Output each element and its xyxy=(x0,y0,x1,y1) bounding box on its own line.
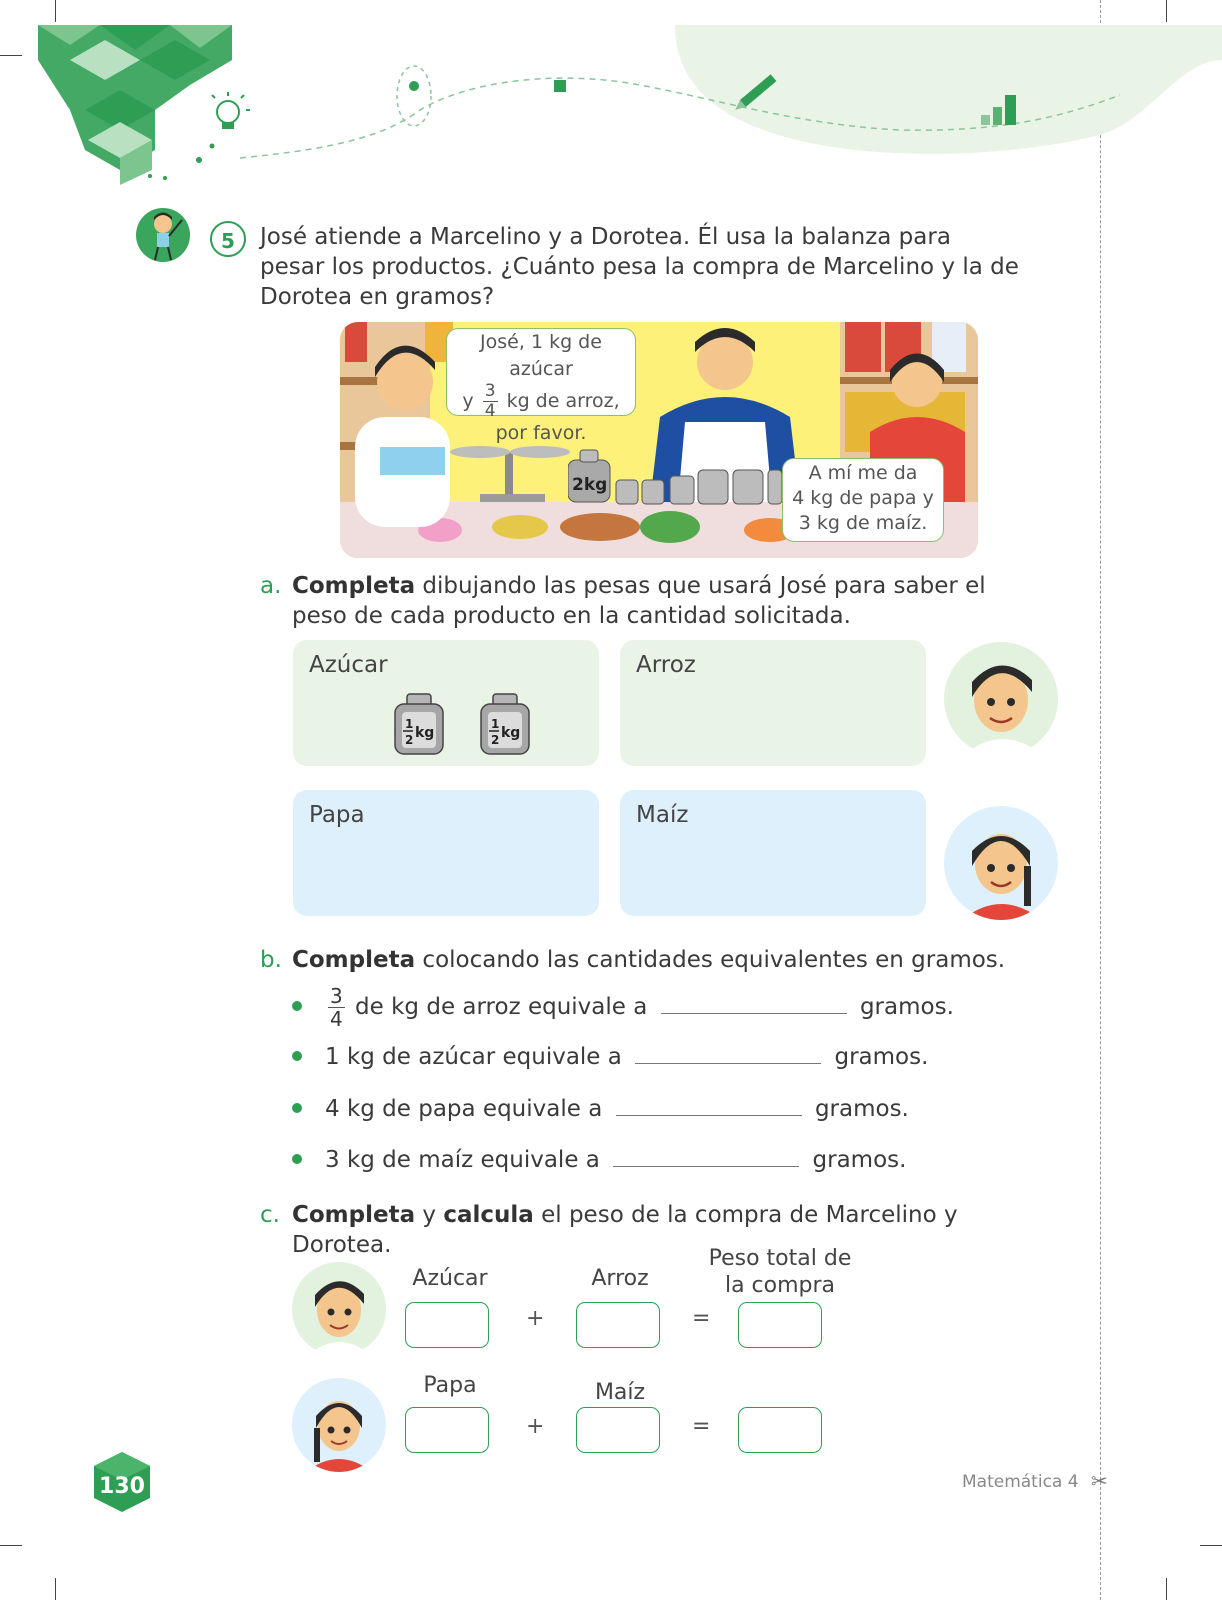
panel-arroz[interactable] xyxy=(620,640,926,766)
bubble-jose-y: y xyxy=(462,390,474,412)
answer-blank[interactable] xyxy=(661,991,847,1014)
equivalence-row xyxy=(325,1144,906,1173)
svg-text:kg: kg xyxy=(415,725,435,741)
svg-text:130: 130 xyxy=(99,1474,145,1499)
answer-blank[interactable] xyxy=(635,1041,821,1064)
equivalence-row xyxy=(325,1041,928,1070)
bubble-dorotea-line1: A mí me da xyxy=(808,462,918,484)
panel-papa[interactable] xyxy=(293,790,599,916)
crop-mark xyxy=(55,1578,56,1600)
row-unit: gramos. xyxy=(834,1044,929,1070)
dorotea-avatar xyxy=(944,806,1058,920)
answer-box-maiz[interactable] xyxy=(576,1407,660,1453)
equivalence-row xyxy=(325,986,954,1029)
bullet xyxy=(292,1103,302,1113)
svg-text:kg: kg xyxy=(501,725,521,741)
row-unit: gramos. xyxy=(812,1147,907,1173)
label-maiz: Maíz xyxy=(594,1380,646,1405)
row-unit: gramos. xyxy=(814,1096,909,1122)
bullet xyxy=(292,1001,302,1011)
panel-title: Azúcar xyxy=(309,652,388,678)
part-a-instruction: Completa dibujando las pesas que usará José para saber el peso de cada producto en la cantidad solicitada. xyxy=(292,573,986,629)
answer-box-total-dorotea[interactable] xyxy=(738,1407,822,1453)
label-azucar: Azúcar xyxy=(412,1266,488,1291)
panel-azucar xyxy=(293,640,599,766)
bullet xyxy=(292,1154,302,1164)
svg-text:1: 1 xyxy=(491,717,500,731)
answer-box-total-marcelino[interactable] xyxy=(738,1302,822,1348)
dorotea-avatar xyxy=(292,1378,386,1472)
answer-box-papa[interactable] xyxy=(405,1407,489,1453)
bubble-jose-line3: por favor. xyxy=(495,422,587,444)
row-text: 1 kg de azúcar equivale a xyxy=(325,1044,622,1070)
row-text: 3 kg de maíz equivale a xyxy=(325,1147,600,1173)
plus-sign: + xyxy=(526,1414,545,1439)
equals-sign: = xyxy=(692,1414,711,1439)
panel-maiz[interactable] xyxy=(620,790,926,916)
part-c-instruction: Completa y calcula el peso de la compra de Marcelino y Dorotea. xyxy=(292,1202,958,1258)
equals-sign: = xyxy=(692,1306,711,1331)
answer-box-arroz[interactable] xyxy=(576,1302,660,1348)
part-a-letter: a. xyxy=(260,573,282,599)
fraction-three-quarters: $\frac{3}{4}$ xyxy=(330,984,343,1031)
student-icon xyxy=(136,208,190,262)
crop-mark xyxy=(0,1545,22,1546)
bubble-dorotea-line3: 3 kg de maíz. xyxy=(798,512,928,534)
plus-sign: + xyxy=(526,1306,545,1331)
marcelino-avatar xyxy=(292,1262,386,1356)
row-text: de kg de arroz equivale a xyxy=(355,994,648,1020)
marcelino-avatar xyxy=(944,642,1058,756)
part-b-letter: b. xyxy=(260,947,282,973)
bubble-dorotea-line2: 4 kg de papa y xyxy=(792,487,934,509)
half-kg-weight-icon xyxy=(479,692,531,756)
crop-mark xyxy=(1200,1545,1222,1546)
equivalence-row xyxy=(325,1093,909,1122)
bullet xyxy=(292,1051,302,1061)
panel-title: Papa xyxy=(309,802,365,828)
cut-line xyxy=(1100,0,1101,1600)
answer-blank[interactable] xyxy=(613,1144,799,1167)
market-scene-illustration xyxy=(340,322,978,558)
header-decoration xyxy=(0,0,1222,200)
label-arroz: Arroz xyxy=(591,1266,649,1291)
svg-text:2: 2 xyxy=(491,733,500,747)
panel-title: Maíz xyxy=(636,802,689,828)
bubble-jose-line1: José, 1 kg de azúcar xyxy=(480,331,602,380)
crop-mark xyxy=(1166,1578,1167,1600)
jose-speech-bubble xyxy=(446,328,636,444)
row-text: 4 kg de papa equivale a xyxy=(325,1096,603,1122)
bubble-jose-line2: kg de arroz, xyxy=(506,390,620,412)
row-unit: gramos. xyxy=(859,994,954,1020)
part-b-instruction: Completa colocando las cantidades equivalentes en gramos. xyxy=(292,947,1006,973)
answer-box-azucar[interactable] xyxy=(405,1302,489,1348)
fraction-three-quarters: $\frac{3}{4}$ xyxy=(484,381,496,421)
svg-text:2: 2 xyxy=(405,733,414,747)
half-kg-weight-icon xyxy=(393,692,445,756)
footer-book-title: Matemática 4 xyxy=(962,1472,1079,1492)
page-number-badge xyxy=(86,1450,158,1516)
dorotea-speech-bubble xyxy=(782,458,944,542)
question-number: 5 xyxy=(210,221,246,257)
label-papa: Papa xyxy=(423,1373,477,1398)
svg-text:1: 1 xyxy=(405,717,414,731)
svg-text:2kg: 2kg xyxy=(572,475,608,495)
question-text: José atiende a Marcelino y a Dorotea. Él usa la balanza para pesar los productos. ¿Cuánto pesa la compra de Marcelino y la de Dorotea en gramos? xyxy=(260,224,1019,310)
label-peso-total: Peso total de la compra xyxy=(708,1246,852,1298)
panel-title: Arroz xyxy=(636,652,696,678)
answer-blank[interactable] xyxy=(616,1093,802,1116)
scissors-icon: ✂ xyxy=(1091,1469,1108,1493)
part-c-letter: c. xyxy=(260,1202,280,1228)
